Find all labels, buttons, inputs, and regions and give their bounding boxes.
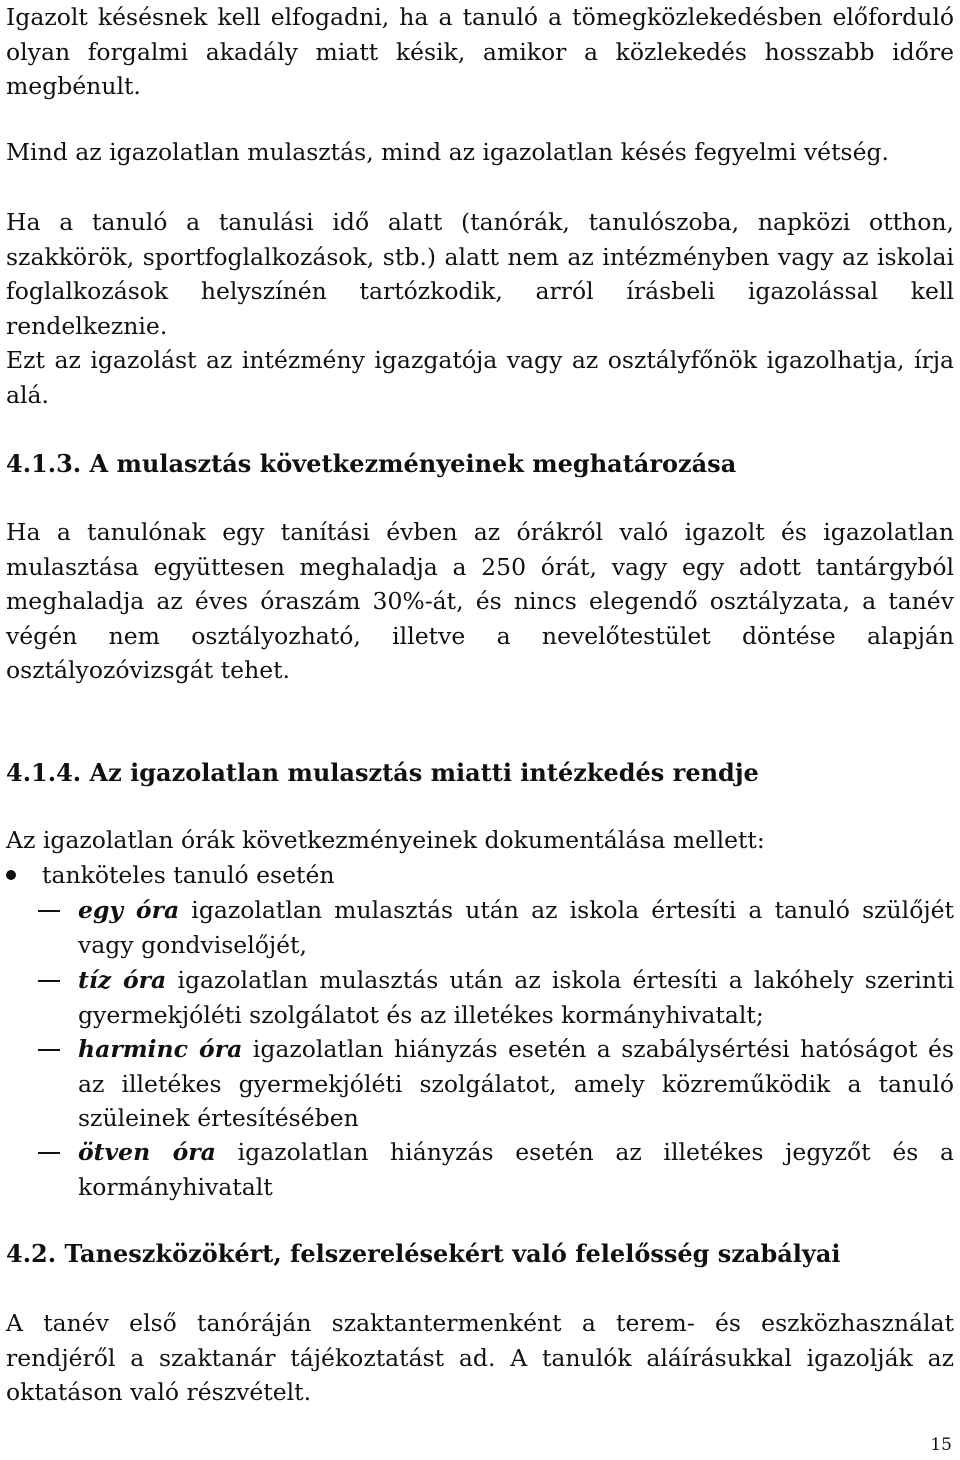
- list-item-text: [78, 1032, 954, 1136]
- list-item-text: [78, 963, 954, 1032]
- page-number: 15: [930, 1435, 952, 1455]
- list-item-text: [78, 1135, 954, 1204]
- list-item-text: [78, 893, 954, 962]
- list-item-emphasis: tíz óra: [78, 966, 167, 994]
- heading-4-1-3: 4.1.3. A mulasztás következményeinek meghatározása: [6, 449, 737, 478]
- heading-4-2: 4.2. Taneszközökért, felszerelésekért való felelősség szabályai: [6, 1239, 841, 1268]
- paragraph-certification: Ezt az igazolást az intézmény igazgatója vagy az osztályfőnök igazolhatja, írja alá.: [6, 346, 954, 409]
- dash-icon: [38, 910, 60, 912]
- list-item-emphasis: egy óra: [78, 896, 180, 924]
- heading-4-1-4: 4.1.4. Az igazolatlan mulasztás miatti intézkedés rendje: [6, 758, 759, 787]
- paragraph-documentation-intro: Az igazolatlan órák következményeinek dokumentálása mellett:: [6, 826, 765, 854]
- list-item-rest: igazolatlan hiányzás esetén az illetékes jegyzőt és a kormányhivatalt: [78, 1138, 954, 1201]
- paragraph-excused-lateness: Igazolt késésnek kell elfogadni, ha a tanuló a tömegközlekedésben előforduló olyan forgalmi akadály miatt késik, amikor a közlekedés hosszabb időre megbénult.: [6, 3, 954, 100]
- dash-icon: [38, 1049, 60, 1051]
- paragraph-study-time-absence: Ha a tanuló a tanulási idő alatt (tanórák, tanulószoba, napközi otthon, szakkörök, sportfoglalkozások, stb.) alatt nem az intézményben vagy az iskolai foglalkozások helyszínén tartózkodik, arról írásbeli igazolással kell rendelkeznie.: [6, 208, 954, 340]
- list-item-rest: igazolatlan hiányzás esetén a szabálysértési hatóságot és az illetékes gyermekjóléti szolgálatot, amely közreműködik a tanuló szüleinek értesítésében: [78, 1035, 954, 1132]
- bullet-icon: [6, 870, 16, 880]
- list-item-emphasis: ötven óra: [78, 1138, 216, 1166]
- bullet-item-text: tanköteles tanuló esetén: [42, 861, 335, 889]
- list-item-rest: igazolatlan mulasztás után az iskola értesíti a lakóhely szerinti gyermekjóléti szolgálatot és az illetékes kormányhivatalt;: [78, 966, 954, 1029]
- paragraph-equipment-briefing: A tanév első tanóráján szaktantermenként a terem- és eszközhasználat rendjéről a szaktanár tájékoztatást ad. A tanulók aláírásukkal igazolják az oktatáson való részvételt.: [6, 1309, 954, 1406]
- list-item-rest: igazolatlan mulasztás után az iskola értesíti a tanuló szülőjét vagy gondviselőjét,: [78, 896, 954, 959]
- dash-icon: [38, 1152, 60, 1154]
- paragraph-absence-consequences: Ha a tanulónak egy tanítási évben az órákról való igazolt és igazolatlan mulasztása együttesen meghaladja a 250 órát, vagy egy adott tantárgyból meghaladja az éves óraszám 30%-át, és nincs elegendő osztályzata, a tanév végén nem osztályozható, illetve a nevelőtestület döntése alapján osztályozóvizsgát tehet.: [6, 518, 954, 684]
- paragraph-disciplinary-offense: Mind az igazolatlan mulasztás, mind az igazolatlan késés fegyelmi vétség.: [6, 138, 890, 166]
- list-item-emphasis: harminc óra: [78, 1035, 243, 1063]
- dash-icon: [38, 980, 60, 982]
